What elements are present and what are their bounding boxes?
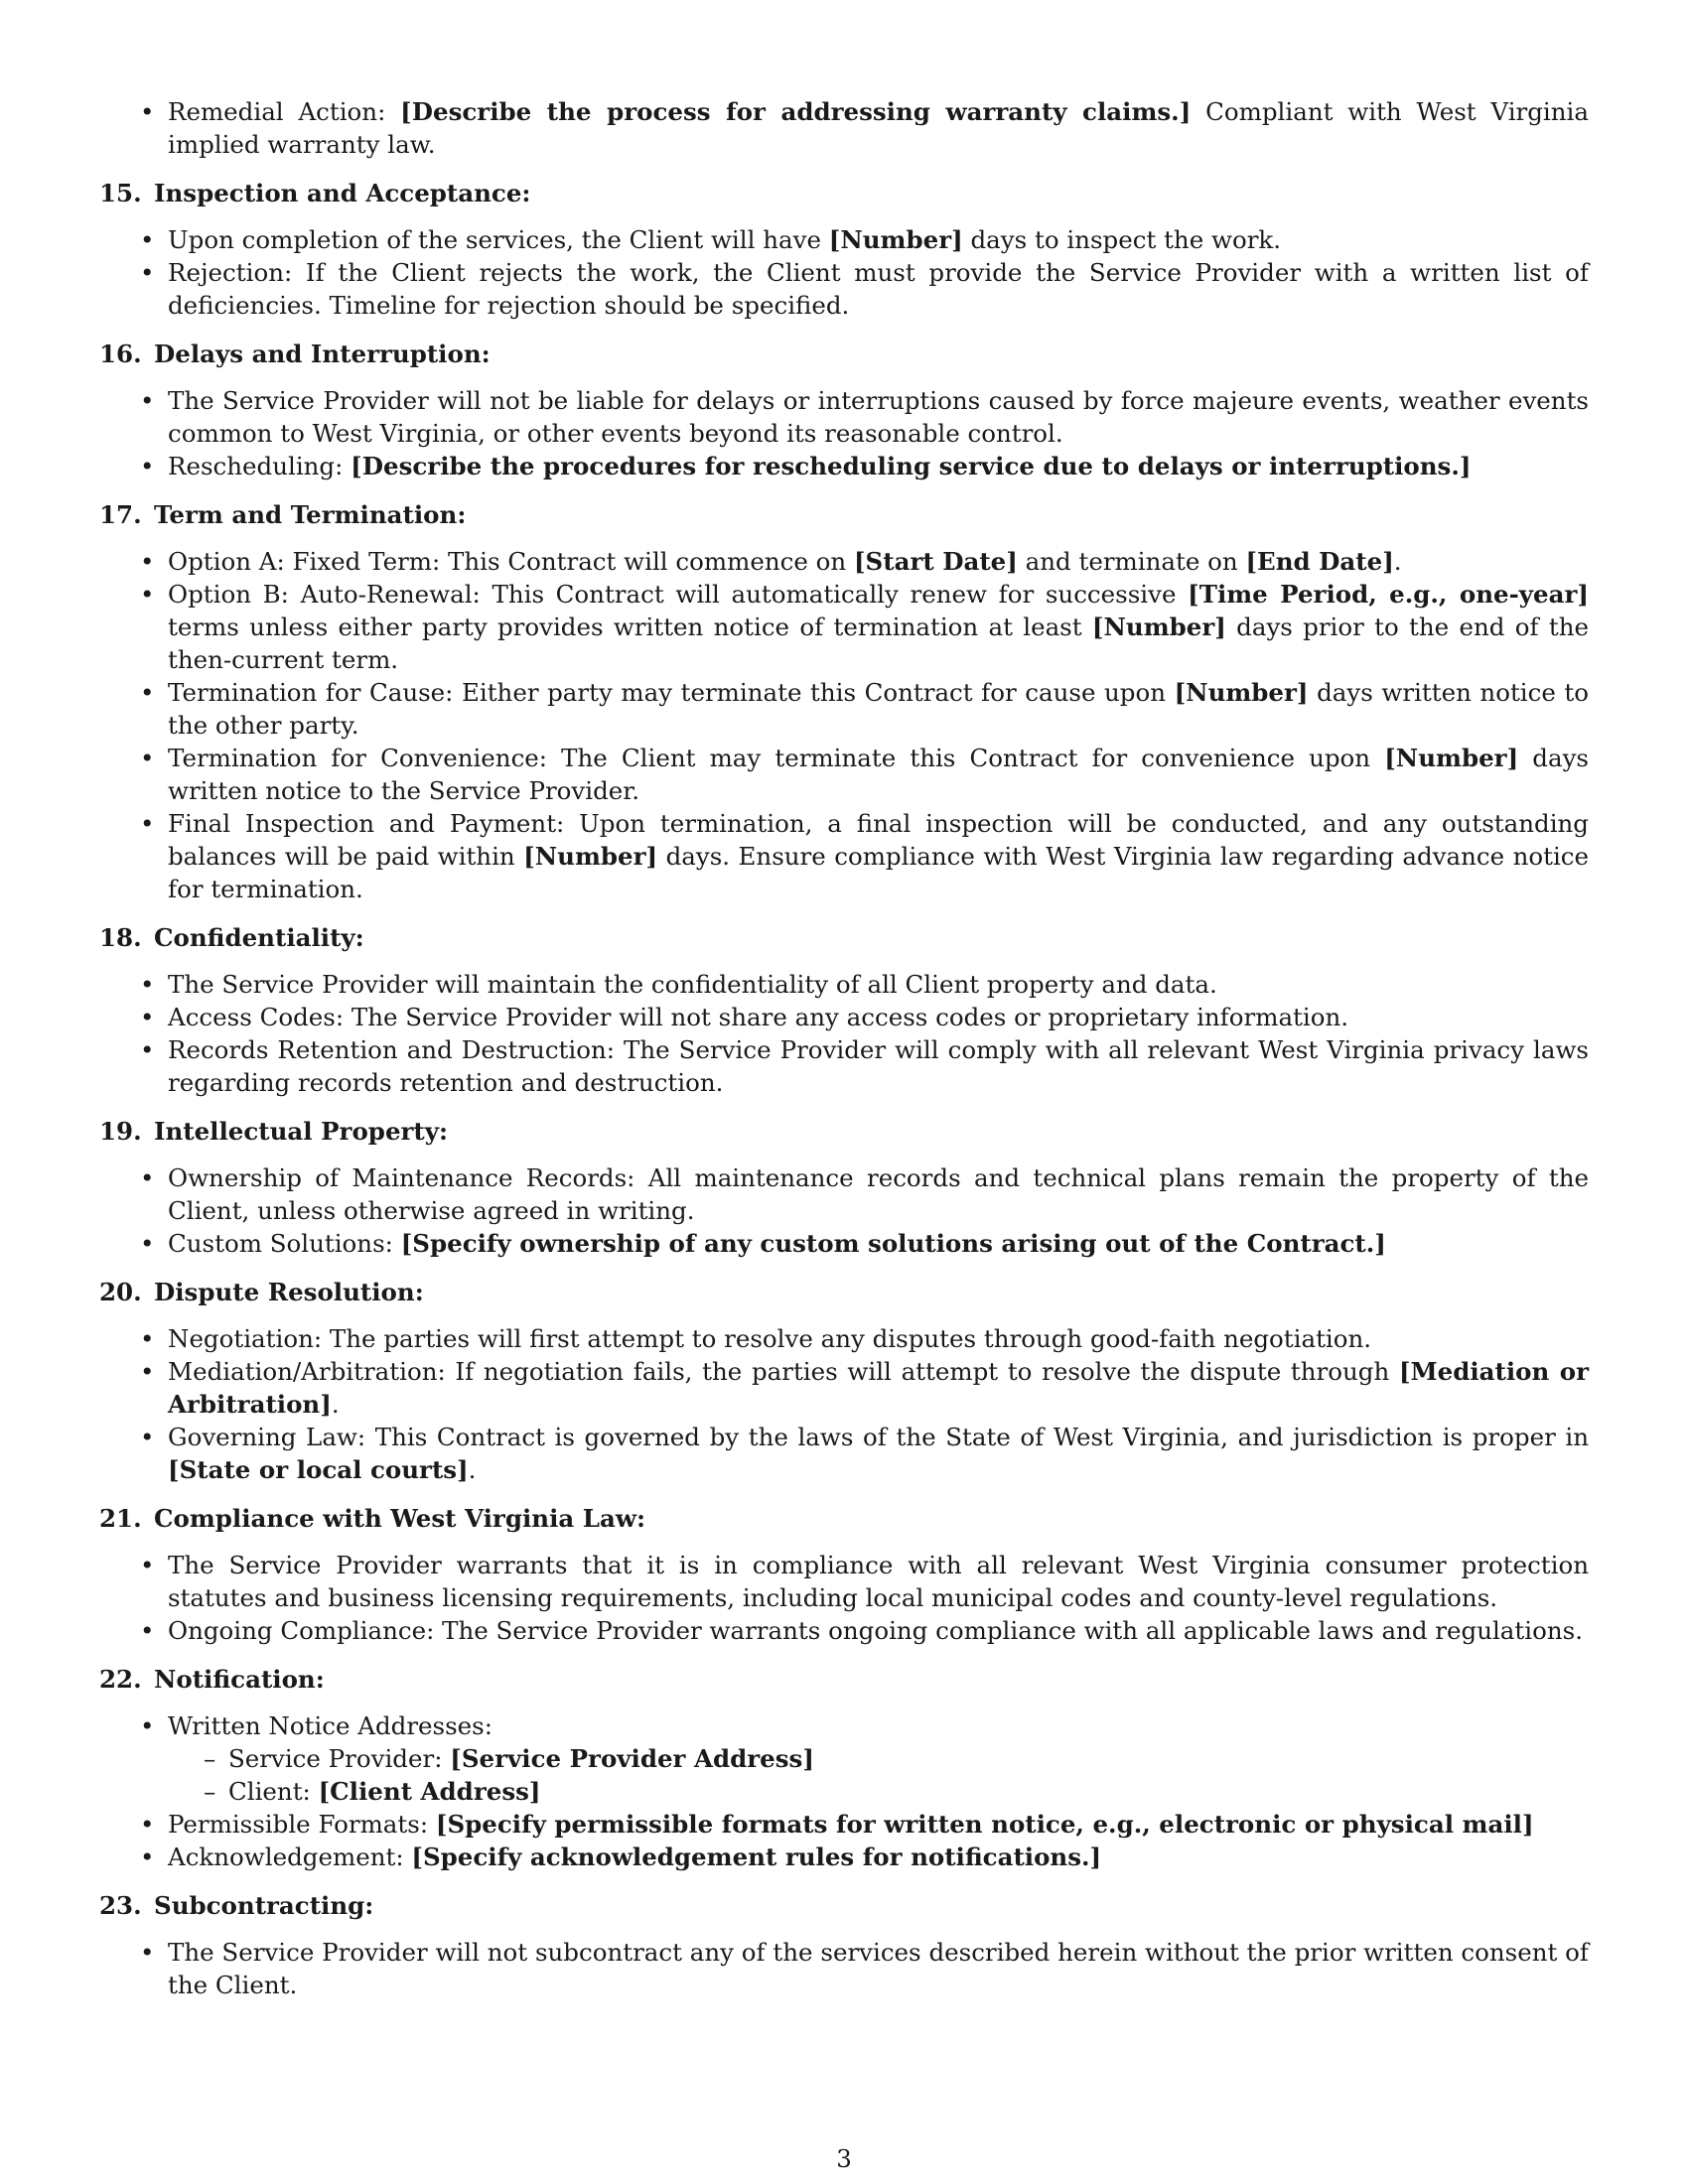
sub-list (168, 1742, 1589, 1808)
placeholder-text: [Describe the procedures for rescheduling service due to delays or interruptions.] (351, 452, 1472, 480)
list-item (99, 1161, 1589, 1227)
list-item (99, 1033, 1589, 1099)
section-heading (99, 1663, 1589, 1696)
item-text: days written notice to the Service Provider. (168, 744, 1589, 805)
section-number: 22. (99, 1665, 142, 1694)
placeholder-text: [Time Period, e.g., one-year] (1188, 580, 1589, 609)
list-item (99, 256, 1589, 322)
section-heading (99, 338, 1589, 370)
list-item (99, 1355, 1589, 1421)
item-text: Access Codes: The Service Provider will not share any access codes or proprietary information. (168, 1003, 1349, 1031)
item-text: Ownership of Maintenance Records: All maintenance records and technical plans remain the property of the Client, unless otherwise agreed in writing. (168, 1163, 1589, 1225)
list-item (99, 384, 1589, 450)
list-item (99, 1709, 1589, 1808)
bullet-list (99, 1709, 1589, 1873)
item-text: The Service Provider warrants that it is in compliance with all relevant West Virginia consumer protection statutes and business licensing requirements, including local municipal codes and county-level regulations. (168, 1551, 1589, 1612)
list-item (99, 1001, 1589, 1033)
item-text: days prior to the end of the then-current term. (168, 613, 1589, 674)
placeholder-text: [End Date] (1245, 547, 1394, 576)
list-item (99, 1227, 1589, 1260)
placeholder-text: [Service Provider Address] (450, 1744, 814, 1773)
item-text: Service Provider: (228, 1744, 451, 1773)
item-text: Written Notice Addresses: (168, 1711, 493, 1740)
section-title: Confidentiality: (154, 923, 364, 952)
placeholder-text: [Specify permissible formats for written notice, e.g., electronic or physical mail] (435, 1810, 1534, 1839)
item-text: Rejection: If the Client rejects the work, the Client must provide the Service Provider with a written list of deficiencies. Timeline for rejection should be specified. (168, 258, 1589, 320)
bullet-list (99, 384, 1589, 482)
item-text: Option B: Auto-Renewal: This Contract will automatically renew for successive (168, 580, 1189, 609)
placeholder-text: [Number] (828, 225, 963, 254)
intro-list (99, 95, 1589, 161)
placeholder-text: [Describe the process for addressing warranty claims.] (400, 97, 1192, 126)
item-text: Client: (228, 1777, 319, 1806)
section-heading (99, 1502, 1589, 1535)
section (99, 921, 1589, 1099)
item-text: Final Inspection and Payment: Upon termination, a final inspection will be conducted, and any outstanding balances will be paid within (168, 809, 1589, 871)
item-text: Compliant with West Virginia implied warranty law. (168, 97, 1589, 159)
bullet-list (99, 1936, 1589, 2001)
section (99, 177, 1589, 322)
section (99, 1502, 1589, 1647)
item-text: Upon completion of the services, the Client will have (168, 225, 829, 254)
section-title: Inspection and Acceptance: (154, 179, 531, 207)
section (99, 1276, 1589, 1486)
list-item (99, 1549, 1589, 1614)
bullet-list (99, 1322, 1589, 1486)
section-heading (99, 498, 1589, 531)
item-text: days. Ensure compliance with West Virginia law regarding advance notice for termination. (168, 842, 1589, 903)
section-heading (99, 1276, 1589, 1308)
list-item (99, 450, 1589, 482)
bullet-list (99, 1161, 1589, 1260)
section-heading (99, 921, 1589, 954)
section-heading (99, 177, 1589, 209)
section-heading (99, 1115, 1589, 1148)
section-number: 20. (99, 1278, 142, 1306)
section-number: 17. (99, 500, 142, 529)
placeholder-text: [Number] (1091, 613, 1226, 641)
list-item (99, 1421, 1589, 1486)
item-text: Rescheduling: (168, 452, 352, 480)
item-text: . (1393, 547, 1402, 576)
list-item (99, 676, 1589, 742)
item-text: Termination for Cause: Either party may terminate this Contract for cause upon (168, 678, 1175, 707)
list-item (99, 545, 1589, 578)
bullet-list (99, 545, 1589, 905)
sections-container (99, 177, 1589, 2001)
placeholder-text: [Number] (1384, 744, 1519, 772)
item-text: Governing Law: This Contract is governed by the laws of the State of West Virginia, and jurisdiction is proper in (168, 1423, 1589, 1451)
section-title: Delays and Interruption: (154, 340, 491, 368)
item-text: days to inspect the work. (962, 225, 1282, 254)
list-item (99, 1936, 1589, 2001)
list-item (99, 1614, 1589, 1647)
item-text: The Service Provider will not subcontract any of the services described herein without the prior written consent of the Client. (168, 1938, 1589, 1999)
section-number: 16. (99, 340, 142, 368)
section-title: Intellectual Property: (154, 1117, 449, 1146)
sub-list-item (168, 1742, 1589, 1775)
bullet-list (99, 968, 1589, 1099)
document-body (99, 95, 1589, 2001)
item-text: Records Retention and Destruction: The Service Provider will comply with all relevant West Virginia privacy laws regarding records retention and destruction. (168, 1035, 1589, 1097)
item-text: Remedial Action: (168, 97, 401, 126)
section-title: Term and Termination: (154, 500, 467, 529)
bullet-list (99, 1549, 1589, 1647)
section-title: Compliance with West Virginia Law: (154, 1504, 646, 1533)
list-item (99, 95, 1589, 161)
page-number: 3 (836, 2144, 852, 2173)
section (99, 1889, 1589, 2001)
item-text: terms unless either party provides written notice of termination at least (168, 613, 1092, 641)
placeholder-text: [Specify acknowledgement rules for notifications.] (411, 1843, 1102, 1871)
item-text: Acknowledgement: (168, 1843, 412, 1871)
section-number: 18. (99, 923, 142, 952)
placeholder-text: [Number] (523, 842, 658, 871)
section-number: 21. (99, 1504, 142, 1533)
section-number: 15. (99, 179, 142, 207)
section (99, 1663, 1589, 1873)
placeholder-text: [Start Date] (853, 547, 1018, 576)
placeholder-text: [Mediation or Arbitration] (168, 1357, 1590, 1419)
placeholder-text: [Specify ownership of any custom solutions arising out of the Contract.] (400, 1229, 1386, 1258)
bullet-list (99, 223, 1589, 322)
section-title: Notification: (154, 1665, 325, 1694)
list-item (99, 742, 1589, 807)
item-text: days written notice to the other party. (168, 678, 1589, 740)
placeholder-text: [Number] (1174, 678, 1309, 707)
section-title: Subcontracting: (154, 1891, 374, 1920)
section (99, 498, 1589, 905)
section-number: 19. (99, 1117, 142, 1146)
placeholder-text: [Client Address] (318, 1777, 541, 1806)
list-item (99, 578, 1589, 676)
list-item (99, 1322, 1589, 1355)
item-text: Option A: Fixed Term: This Contract will commence on (168, 547, 854, 576)
section-number: 23. (99, 1891, 142, 1920)
item-text: Mediation/Arbitration: If negotiation fails, the parties will attempt to resolve the dispute through (168, 1357, 1399, 1386)
sub-list-item (168, 1775, 1589, 1808)
list-item (99, 223, 1589, 256)
list-item (99, 1808, 1589, 1841)
section (99, 338, 1589, 482)
item-text: . (331, 1390, 340, 1419)
section-heading (99, 1889, 1589, 1922)
item-text: and terminate on (1017, 547, 1246, 576)
item-text: Permissible Formats: (168, 1810, 436, 1839)
item-text: Negotiation: The parties will first attempt to resolve any disputes through good-faith negotiation. (168, 1324, 1372, 1353)
item-text: Termination for Convenience: The Client may terminate this Contract for convenience upon (168, 744, 1385, 772)
section (99, 1115, 1589, 1260)
item-text: Custom Solutions: (168, 1229, 401, 1258)
item-text: Ongoing Compliance: The Service Provider warrants ongoing compliance with all applicable laws and regulations. (168, 1616, 1583, 1645)
item-text: . (468, 1455, 477, 1484)
section-title: Dispute Resolution: (154, 1278, 424, 1306)
placeholder-text: [State or local courts] (168, 1455, 469, 1484)
list-item (99, 968, 1589, 1001)
item-text: The Service Provider will not be liable for delays or interruptions caused by force majeure events, weather events common to West Virginia, or other events beyond its reasonable control. (168, 386, 1589, 448)
list-item (99, 807, 1589, 905)
item-text: The Service Provider will maintain the confidentiality of all Client property and data. (168, 970, 1217, 999)
list-item (99, 1841, 1589, 1873)
